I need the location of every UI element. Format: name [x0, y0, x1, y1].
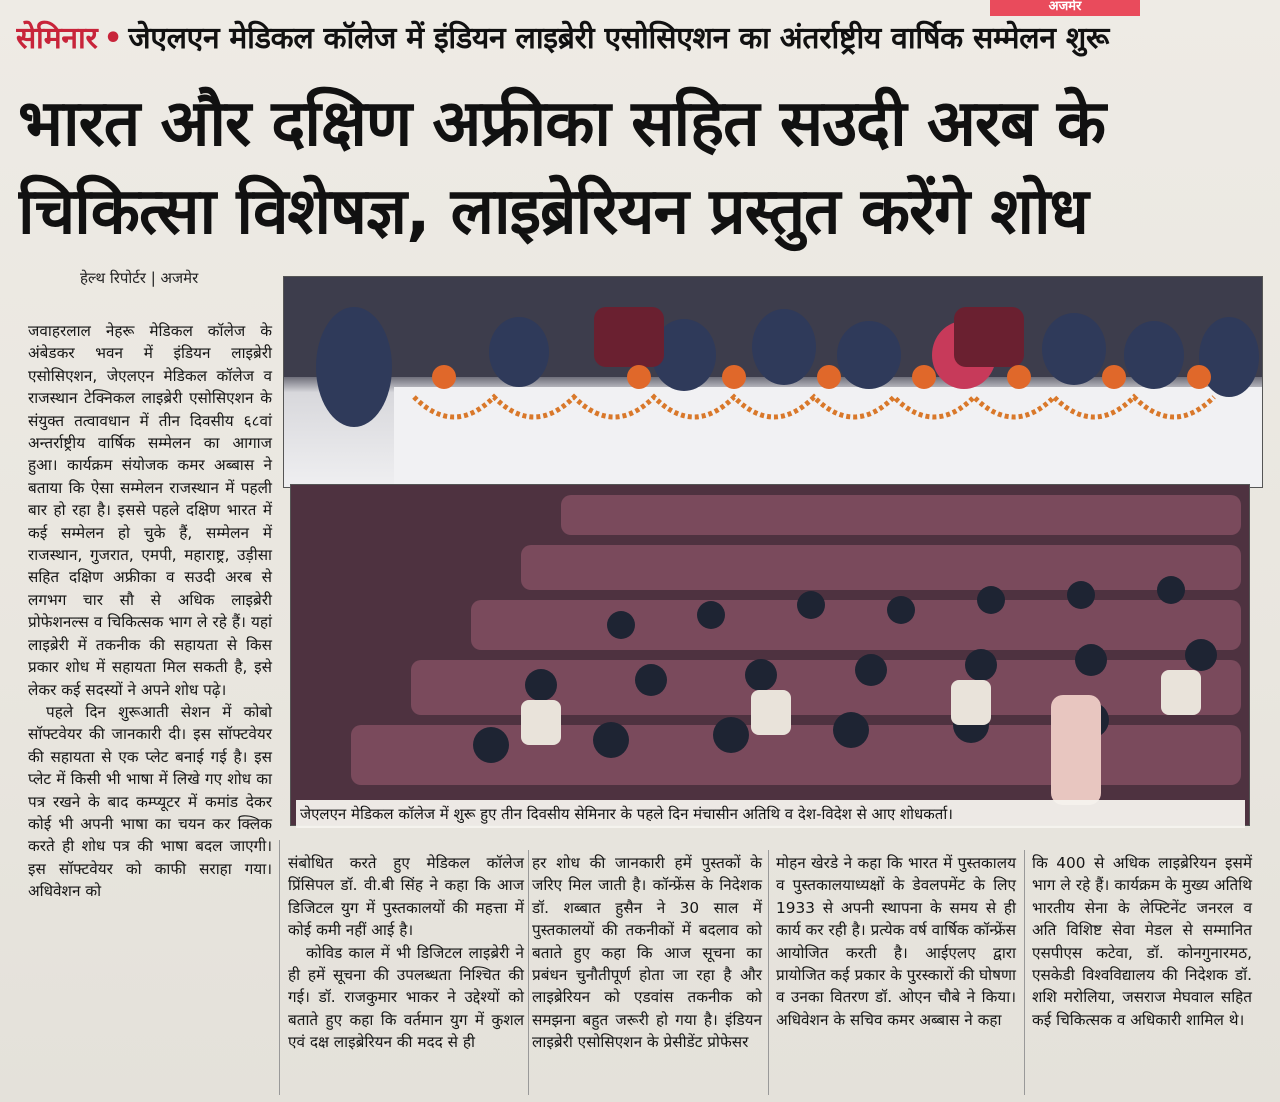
column-divider	[279, 840, 280, 1095]
paragraph: कि 400 से अधिक लाइब्रेरियन इसमें भाग ले रहे हैं। कार्यक्रम के मुख्य अतिथि भारतीय सेना के लेफ्टिनेंट जनरल व अति विशिष्ट सेवा मेडल से सम्मानित एसपीएस कटेवा, डॉ. कोनगुनारमठ, एसकेडी विश्वविद्यालय की निदेशक डॉ. शशि मरोलिया, जसराज मेघवाल सहित कई चिकित्सक व अधिकारी शामिल थे।	[1032, 854, 1252, 1029]
column-divider	[528, 850, 529, 1095]
stage-photo	[283, 276, 1263, 488]
kicker-text: जेएलएन मेडिकल कॉलेज में इंडियन लाइब्रेरी एसोसिएशन का अंतर्राष्ट्रीय वार्षिक सम्मेलन शुरू	[128, 21, 1109, 56]
section-tag: अजमेर	[990, 0, 1140, 16]
headline-line-2: चिकित्सा विशेषज्ञ, लाइब्रेरियन प्रस्तुत करेंगे शोध	[18, 175, 1088, 249]
bullet-icon: •	[103, 21, 123, 56]
column-divider	[768, 850, 769, 1095]
paragraph: कोविड काल में भी डिजिटल लाइब्रेरी ने ही हमें सूचना की उपलब्धता निश्चित की गई। डॉ. राजकुमार भाकर ने उद्देश्यों को बताते हुए कहा कि वर्तमान युग में कुशल एवं दक्ष लाइब्रेरियन की मदद से ही	[288, 943, 524, 1052]
column-5	[1032, 852, 1252, 1031]
paragraph: हर शोध की जानकारी हमें पुस्तकों के जरिए मिल जाती है। कॉन्फ्रेंस के निदेशक डॉ. शब्बात हुसैन ने 30 साल में पुस्तकालयों की तकनीकों में बदलाव को बताते हुए कहा कि आज सूचना का प्रबंधन चुनौतीपूर्ण होता जा रहा है और लाइब्रेरियन को एडवांस तकनीक को समझना बहुत जरूरी हो गया है। इंडियन लाइब्रेरी एसोसिएशन के प्रेसीडेंट प्रोफेसर	[532, 854, 762, 1052]
paragraph: पहले दिन शुरूआती सेशन में कोबो सॉफ्टवेयर की जानकारी दी। इस सॉफ्टवेयर की सहायता से एक प्लेट बनाई गई है। इस प्लेट में किसी भी भाषा में लिखे गए शोध का पत्र रखने के बाद कम्प्यूटर में कमांड देकर कोई भी अपनी भाषा का चयन कर क्लिक करते ही शोध पत्र की भाषा बदल जाएगी। इस सॉफ्टवेयर को काफी सराहा गया।अधिवेशन को	[28, 702, 272, 901]
kicker-line	[16, 16, 1266, 76]
paragraph: संबोधित करते हुए मेडिकल कॉलेज प्रिंसिपल डॉ. वी.बी सिंह ने कहा कि आज डिजिटल युग में पुस्तकालयों की महत्ता में कोई कमी नहीं आई है।	[288, 854, 524, 940]
column-3	[532, 852, 762, 1054]
column-2	[288, 852, 524, 1054]
byline: हेल्थ रिपोर्टर | अजमेर	[80, 269, 199, 287]
stage-photo-illustration	[284, 277, 1262, 487]
audience-photo-illustration	[291, 485, 1249, 825]
main-headline	[18, 80, 1273, 256]
headline-line-1: भारत और दक्षिण अफ्रीका सहित सउदी अरब के	[18, 87, 1106, 161]
column-4	[776, 852, 1016, 1031]
photo-caption: जेएलएन मेडिकल कॉलेज में शुरू हुए तीन दिवसीय सेमिनार के पहले दिन मंचासीन अतिथि व देश-विदेश से आए शोधकर्ता।	[296, 800, 1245, 828]
paragraph: मोहन खेरडे ने कहा कि भारत में पुस्तकालय व पुस्तकालयाध्यक्षों के डेवलपमेंट के लिए 1933 से अपनी स्थापना के समय से ही कार्य कर रही है। प्रत्येक वर्ष वार्षिक कॉन्फ्रेंस आयोजित करती है। आईएलए द्वारा प्रायोजित कई प्रकार के पुरस्कारों की घोषणा व उनका वितरण डॉ. ओएन चौबे ने किया। अधिवेशन के सचिव कमर अब्बास ने कहा	[776, 854, 1016, 1029]
column-divider	[1024, 850, 1025, 1095]
paragraph: जवाहरलाल नेहरू मेडिकल कॉलेज के अंबेडकर भवन में इंडियन लाइब्रेरी एसोसिएशन, जेएलएन मेडिकल कॉलेज व राजस्थान टेक्निकल लाइब्रेरी एसोसिएशन के संयुक्त तत्वावधान में तीन दिवसीय ६८वां अन्तर्राष्ट्रीय वार्षिक सम्मेलन का आगाज हुआ। कार्यक्रम संयोजक कमर अब्बास ने बताया कि ऐसा सम्मेलन राजस्थान में पहली बार हो रहा है। इससे पहले दक्षिण भारत में कई सम्मेलन हो चुके हैं, सम्मेलन में राजस्थान, गुजरात, एमपी, महाराष्ट्र, उड़ीसा सहित दक्षिण अफ्रीका व सउदी अरब से लगभग चार सौ से अधिक लाइब्रेरी प्रोफेशनल्स व चिकित्सक भाग ले रहे हैं। यहां लाइब्रेरी में तकनीक की सहायता से किस प्रकार शोध में सहायता मिल सकती है, इसे लेकर कई सदस्यों ने अपने शोध पढ़े।	[28, 322, 272, 699]
column-1	[28, 320, 272, 903]
audience-photo	[290, 484, 1250, 826]
kicker-label: सेमिनार	[16, 21, 98, 56]
